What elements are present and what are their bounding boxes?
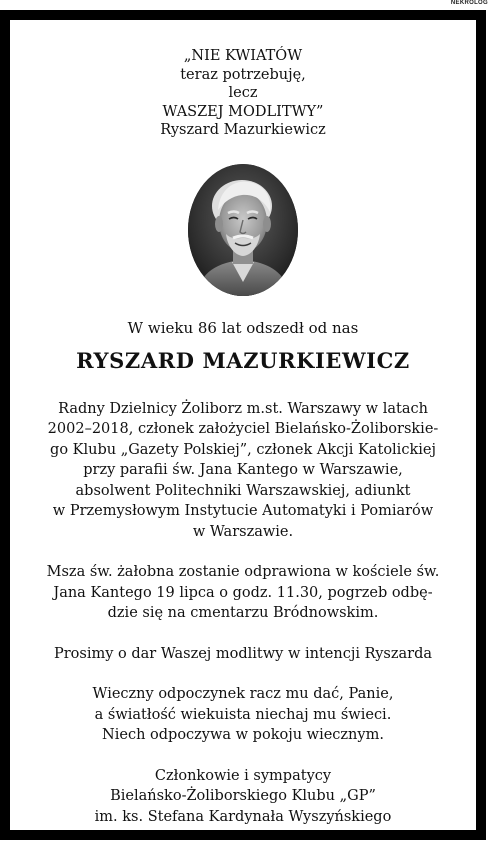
- portrait-image: [188, 164, 298, 296]
- eternal-rest-prayer: [10, 684, 476, 746]
- biography-line: go Klubu „Gazety Polskiej”, członek Akcji Katolickiej: [50, 441, 436, 458]
- quote-line: WASZEJ MODLITWY”: [162, 103, 324, 120]
- biography-line: w Warszawie.: [192, 523, 294, 540]
- prayer-request: [10, 644, 476, 665]
- opening-quote: [10, 47, 476, 140]
- signature-line: Bielańsko-Żoliborskiego Klubu „GP”: [110, 788, 376, 804]
- quote-author: Ryszard Mazurkiewicz: [160, 122, 326, 138]
- eternal-rest-line: Wieczny odpoczynek racz mu dać, Panie,: [92, 686, 394, 702]
- quote-line: teraz potrzebuję,: [180, 66, 306, 83]
- biography-line: Radny Dzielnicy Żoliborz m.st. Warszawy w latach: [58, 400, 428, 417]
- biography-line: absolwent Politechniki Warszawskiej, adiunkt: [75, 482, 411, 499]
- section-tag: NEKROLOG: [450, 0, 488, 6]
- funeral-line: Jana Kantego 19 lipca o godz. 11.30, pogrzeb odbę-: [53, 584, 433, 601]
- biography-line: w Przemysłowym Instytucie Automatyki i Pomiarów: [52, 503, 434, 519]
- quote-line: lecz: [228, 85, 258, 101]
- quote-line: „NIE KWIATÓW: [183, 48, 303, 64]
- biography-line: 2002–2018, członek założyciel Bielańsko-Żoliborskie-: [47, 421, 439, 437]
- obituary-content: [10, 20, 476, 827]
- obituary-frame: [0, 10, 486, 840]
- biography-line: przy parafii św. Jana Kantego w Warszawie,: [83, 462, 403, 478]
- obituary-inner-border: [9, 19, 477, 831]
- funeral-line: Msza św. żałobna zostanie odprawiona w kościele św.: [46, 564, 440, 580]
- eternal-rest-line: Niech odpoczywa w pokoju wiecznym.: [102, 727, 384, 743]
- eternal-rest-line: a światłość wiekuista niechaj mu świeci.: [94, 706, 392, 723]
- signature-line: Członkowie i sympatycy: [154, 767, 332, 784]
- portrait-photo: [188, 164, 298, 296]
- announcement-text: W wieku 86 lat odszedł od nas: [127, 318, 359, 337]
- funeral-line: dzie się na cmentarzu Bródnowskim.: [107, 605, 379, 621]
- funeral-info: [10, 562, 476, 624]
- signature-line: im. ks. Stefana Kardynała Wyszyńskiego: [94, 808, 392, 825]
- deceased-name: RYSZARD MAZURKIEWICZ: [76, 347, 410, 373]
- prayer-line: Prosimy o dar Waszej modlitwy w intencji Ryszarda: [53, 645, 433, 662]
- signature: [10, 766, 476, 828]
- biography: [10, 399, 476, 543]
